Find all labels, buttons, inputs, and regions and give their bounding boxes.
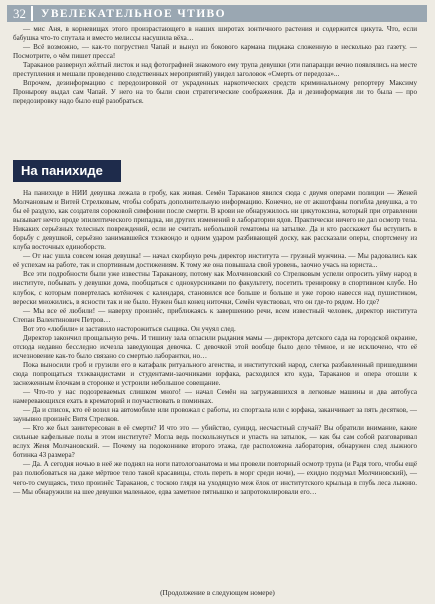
- paragraph: Директор закончил прощальную речь. И тишину зала огласили рыдания мамы — директора детского сада на городской окраине, отсюда недавно бесследно исчезла заведующая девочка. С девочкой этой вообще было дело тёмное, и не исключено, что её исчезновение как-то было связано со смертью лаборантки, но…: [13, 333, 417, 360]
- page-number: 32: [7, 6, 33, 21]
- paragraph: — Да. А сегодня ночью в неё же поднял на ноги патологоанатома и мы провели повторный осмотр трупа (и Радя того, чтобы ещё раз полюбоваться на даже мёртвое тело такой красавицы, столь переть в морг среди ночи), — ехидно подумал Молчиновский), — чего-то смущаясь, тихо произнёс Тараканов, с тоскою глядя на уходящую меж ёлок от институтского крыльца в глубь леса лыжню. — Мы обнаружили на шее девушки маленькое, едва заметное пятнышко и запротоколировали его…: [13, 460, 417, 496]
- section-title: УВЕЛЕКАТЕЛЬНОЕ ЧТИВО: [41, 7, 226, 20]
- paragraph: — Всё возможно, — как-то погрустнел Чапай и вынул из бокового кармана пиджака сложенную в несколько раз газету. — Посмотрите, о чём пишет пресса!: [13, 43, 417, 61]
- chapter-heading: На панихиде: [13, 160, 121, 182]
- paragraph: Тараканов развернул жёлтый листок и над фотографией знакомого ему трупа девушки (эти папарацци вечно появлялись на месте преступления и мешали проведению следственных мероприятий) увидел заголовок «Смерть от передоза»...: [13, 61, 417, 79]
- paragraph: Все эти подробности были уже известны Тараканову, потому как Молчиновский со Стрелковым успели опросить уйму народ в институте, побывать у девушки дома, пообщаться с однокурсниками по факультету, посетить тренировку в спортивном клубе. Но клубок, с которым повертелась котёночек с календаря, становился все больше и больше и уже горою навесся над пушистиком, верески множились, в ясности так и не было. Нужен был конец ниточки, Семён чувствовал, что он где-то рядом. Но где?: [13, 270, 417, 306]
- continued-text: [13, 25, 417, 106]
- paragraph: — Мы все её любили! — наверху произнёс, приближаясь к завершению речи, всем известный человек, директор института Степан Валентинович Петров…: [13, 306, 417, 324]
- paragraph: — мис Аня, в корневищах этого произрастающего в наших широтах зонтичного растения и содержится цикута. Что, если бабушка что-то спутала и вместо мелиссы насушила вёха…: [13, 25, 417, 43]
- paragraph: Вот это «любили» и заставило насторожиться сыщика. Он учуял след.: [23, 324, 236, 333]
- paragraph: — Кто же был заинтересован в её смерти? И что это — убийство, суицид, несчастный случай? Вы обратили внимание, какие сильные кафельные полы в этом институте? Могла ведь поскользнуться и упасть на затылок, — как бы сам собой разговаривал вслух Женя Молчановский. — Почему на подоконнике второго этажа, где расположена лаборатория, обнаружен след лыжного ботинка 43 размера?: [13, 424, 417, 460]
- page-header: [7, 5, 427, 22]
- paragraph: — Да и список, кто её возил на автомобиле или провожал с работы, из спортзала или с юрфака, заканчивает за пять десятков, — заунывно произнёс Витя Стрелков.: [13, 406, 417, 424]
- chapter-text: [13, 189, 417, 497]
- paragraph: — От нас ушла совсем юная девушка! — начал скорбную речь директор института — грузный мужчина. — Мы радовались как её успехам на работе, так и спортивным достижениям. К тому же она повышала свой уровень, заочно учась на юриста...: [13, 252, 417, 270]
- paragraph: На панихиде в НИИ девушка лежала в гробу, как живая. Семён Тараканов явился сюда с двумя операми полиции — Женей Молчановым и Витей Стрелковым, чтобы собрать дополнительную информацию. Конечно, не от акшотфаны погибла девушка, а то бы её раздуло, как создателя сороковой симфонии после смерти. В крови не обнаружилось ни цикутоксина, который при отравлении вызывает нечто вроде эпилептического припадка, ни других изменений в лаборатории ядов. Практически ничего не дал осмотр тела. Никаких серьёзных телесных повреждений, если не считать небольшой гематомы на затылке. Да и кто расскажет бы вступить в борьбу с девушкой, серьёзно занимавшейся тхэквондо и одним ударом разбивающей доску, как рассказали оперы, спортсмену из клуба восточных единоборств.: [13, 189, 417, 252]
- paragraph: — Что-то у нас подозреваемых слишком много! — начал Семён на загружавшихся в легковые машины и два автобуса намеревающихся ехать в крематорий и поучаствовать в поминках.: [13, 388, 417, 406]
- paragraph: Пока выносили гроб и грузили его в катафалк ритуального агенства, и институтский народ, слегка разбавленный пришедшими сюда попрощаться тхэквандистами и студентами-заочниками юрфака, расходился кто куда, Тараканов и опера отошли к заснеженным ёлочкам в сторонке и устроили небольшое совещание.: [13, 360, 417, 387]
- paragraph: Впрочем, дезинформацию с передозировкой от украденных наркотических средств криминальному репортеру Максиму Пронырову выдал сам Чапай. У него на то были свои стратегические соображения. Да и дезинформация ли то была — про передозировку надо было ещё разобраться.: [13, 79, 417, 106]
- continuation-note: (Продолжение в следующем номере): [160, 588, 275, 597]
